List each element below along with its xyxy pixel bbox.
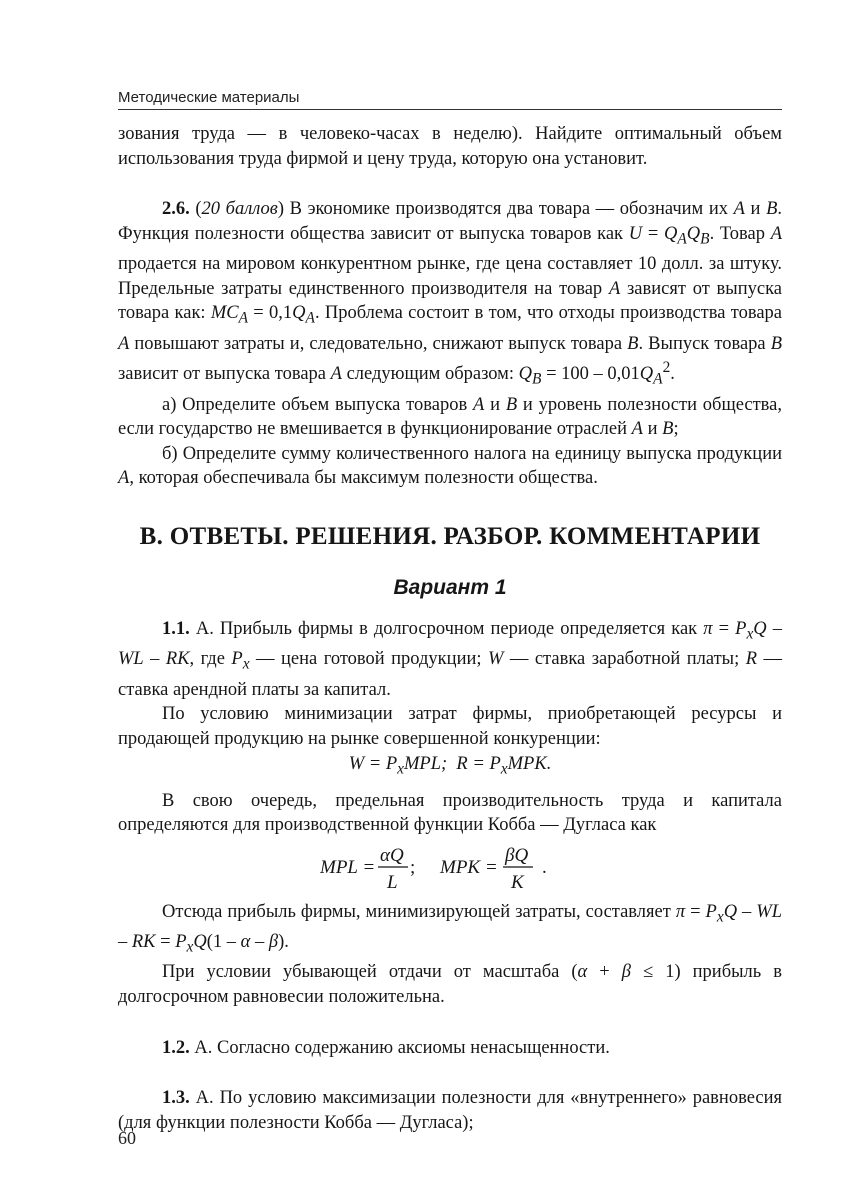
svg-text:βQ: βQ: [505, 844, 529, 866]
paragraph-answer-1-2: 1.2. А. Согласно содержанию аксиомы ненасыщенности.: [162, 1037, 610, 1058]
svg-text:L: L: [387, 871, 398, 893]
fraction-formula-svg: [320, 842, 580, 894]
intro-text: зования труда — в человеко-часах в неделю). Найдите оптимальный объем использования труда фирмой и цену труда, которую она установит.: [118, 124, 782, 169]
paragraph-intro-continuation: [118, 122, 782, 171]
paragraph-task-2-6-a: а) Определите объем выпуска товаров A и B и уровень полезности общества, если государство не вмешивается в функционирование отраслей A и B;: [118, 394, 782, 440]
paragraph-cost-min: По условию минимизации затрат фирмы, приобретающей ресурсы и продающей продукцию на рынке совершенной конкуренции:: [118, 704, 782, 749]
paragraph-task-2-6: 2.6. (20 баллов) В экономике производятся два товара — обозначим их A и B. Функция полезности общества зависит от выпуска товаров как $U = Q_AQ_B$. Товар A продается на мировом конкурентном рынке, где цена составляет 10 долл. за штуку. Предельные затраты единственного производителя на товар A зависят от выпуска товара как: $MC_A = 0,1Q_A$. Проблема состоит в том, что отходы производства товара A повышают затраты и, следовательно, снижают выпуск товара B. Выпуск товара B зависит от выпуска товара A следующим образом: $Q_B = 100 - 0,01Q_A^2$.: [118, 199, 783, 388]
page-number: 60: [118, 1128, 136, 1148]
paragraph-productivity: В свою очередь, предельная производительность труда и капитала определяются для производственной функции Кобба — Дугласа как: [118, 790, 782, 836]
svg-text:MPL =: MPL =: [320, 856, 376, 878]
formula-marginal-products: [118, 842, 782, 894]
svg-text:;: ;: [410, 856, 416, 878]
svg-text:.: .: [542, 856, 547, 878]
paragraph-task-2-6-b: б) Определите сумму количественного налога на единицу выпуска продукции A, которая обеспечивала бы максимум полезности общества.: [118, 443, 782, 489]
page-body: [118, 122, 782, 1135]
paragraph-profit: Отсюда прибыль фирмы, минимизирующей затраты, составляет $\pi = P_xQ$ – WL – RK = $P_xQ(1$ – α – β).: [118, 901, 782, 956]
svg-text:K: K: [511, 871, 524, 893]
variant-title: Вариант 1: [393, 575, 507, 599]
formula-wage-rent: $W = P_xMPL$; $R = P_xMPK$.: [348, 754, 552, 778]
paragraph-answer-1-1: 1.1. А. Прибыль фирмы в долгосрочном периоде определяется как $\pi = P_xQ$ – WL – RK, где $P_x$ — цена готовой продукции; W — ставка заработной платы; R — ставка арендной платы за капитал.: [118, 618, 783, 700]
svg-text:MPK =: MPK =: [440, 856, 498, 878]
svg-text:αQ: αQ: [380, 844, 404, 866]
paragraph-returns: При условии убывающей отдачи от масштаба (α + β ≤ 1) прибыль в долгосрочном равновесии положительна.: [118, 962, 782, 1007]
running-head: Методические материалы: [118, 89, 782, 110]
paragraph-answer-1-3: 1.3. А. По условию максимизации полезности для «внутреннего» равновесия (для функции полезности Кобба — Дугласа);: [118, 1088, 782, 1133]
section-title: В. ОТВЕТЫ. РЕШЕНИЯ. РАЗБОР. КОММЕНТАРИИ: [139, 522, 761, 550]
